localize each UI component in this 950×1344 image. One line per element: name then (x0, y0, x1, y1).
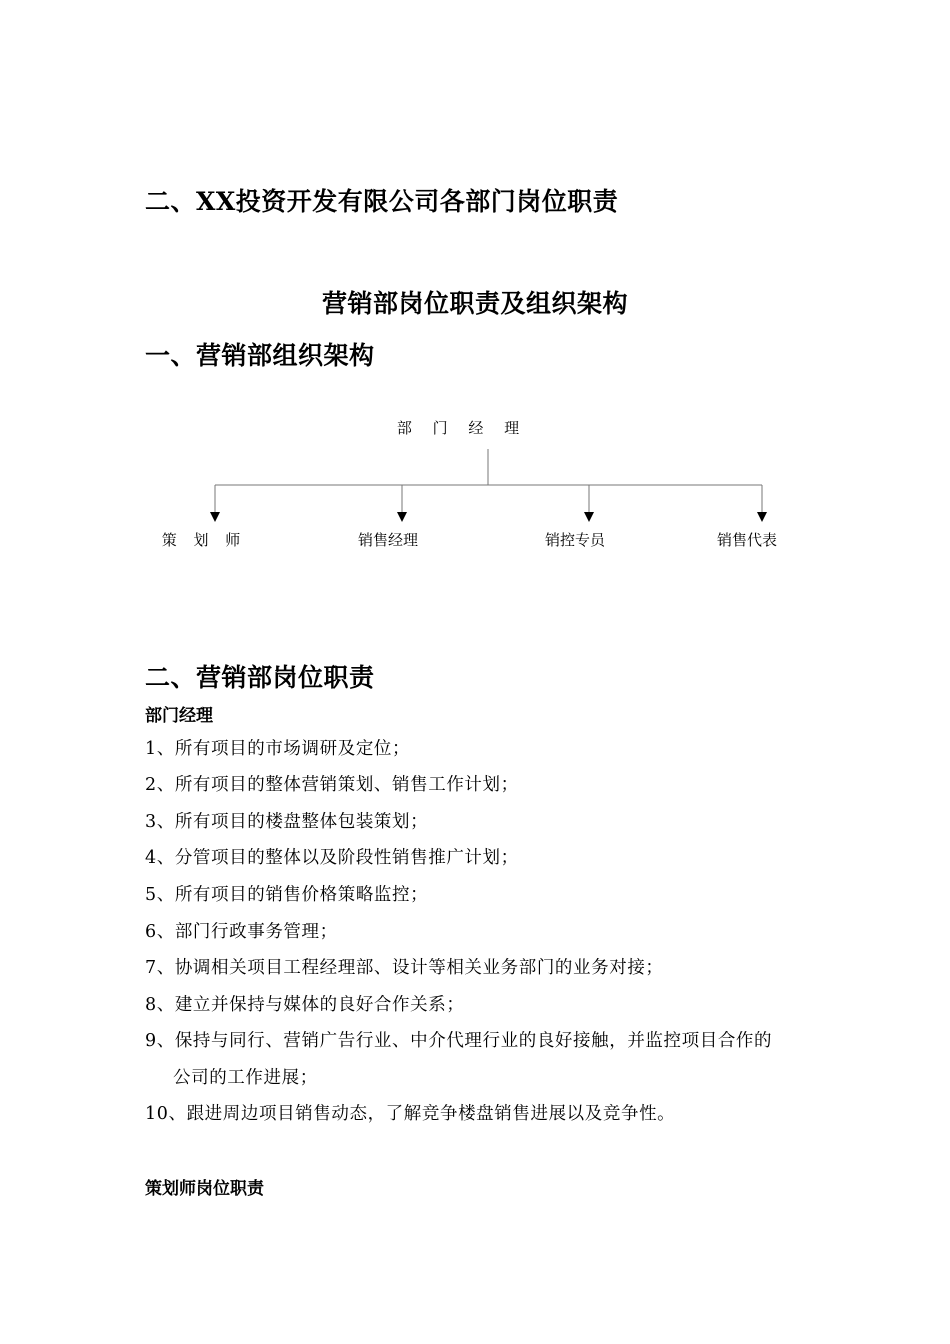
org-child-node: 销售代表 (716, 531, 778, 549)
list-item: 5、所有项目的销售价格策略监控； (145, 885, 429, 905)
arrow-down-icon (397, 512, 407, 522)
list-item: 7、协调相关项目工程经理部、设计等相关业务部门的业务对接； (145, 958, 664, 978)
list-item: 2、所有项目的整体营销策划、销售工作计划； (145, 775, 519, 795)
section1-heading: 一、营销部组织架构 (145, 341, 375, 370)
main-heading: 二、XX投资开发有限公司各部门岗位职责 (145, 187, 619, 216)
list-item-continuation: 公司的工作进展； (173, 1068, 318, 1088)
arrow-down-icon (584, 512, 594, 522)
org-child-node: 策 划 师 (161, 531, 247, 549)
list-item: 9、保持与同行、营销广告行业、中介代理行业的良好接触，并监控项目合作的 (145, 1031, 773, 1051)
org-root-node: 部 门 经 理 (396, 419, 528, 437)
list-item: 8、建立并保持与媒体的良好合作关系； (145, 995, 465, 1015)
org-child-node: 销控专员 (544, 531, 606, 549)
list-item: 1、所有项目的市场调研及定位； (145, 739, 411, 759)
arrow-down-icon (210, 512, 220, 522)
planner-title: 策划师岗位职责 (145, 1179, 264, 1199)
list-item: 4、分管项目的整体以及阶段性销售推广计划； (145, 848, 519, 868)
org-child-node: 销售经理 (357, 531, 419, 549)
section2-heading: 二、营销部岗位职责 (145, 663, 375, 692)
list-item: 6、部门行政事务管理； (145, 922, 338, 942)
arrow-down-icon (757, 512, 767, 522)
dept-title: 营销部岗位职责及组织架构 (321, 289, 628, 318)
list-item: 10、跟进周边项目销售动态，了解竞争楼盘销售进展以及竞争性。 (145, 1104, 676, 1124)
manager-title: 部门经理 (145, 706, 213, 726)
list-item: 3、所有项目的楼盘整体包装策划； (145, 812, 429, 832)
